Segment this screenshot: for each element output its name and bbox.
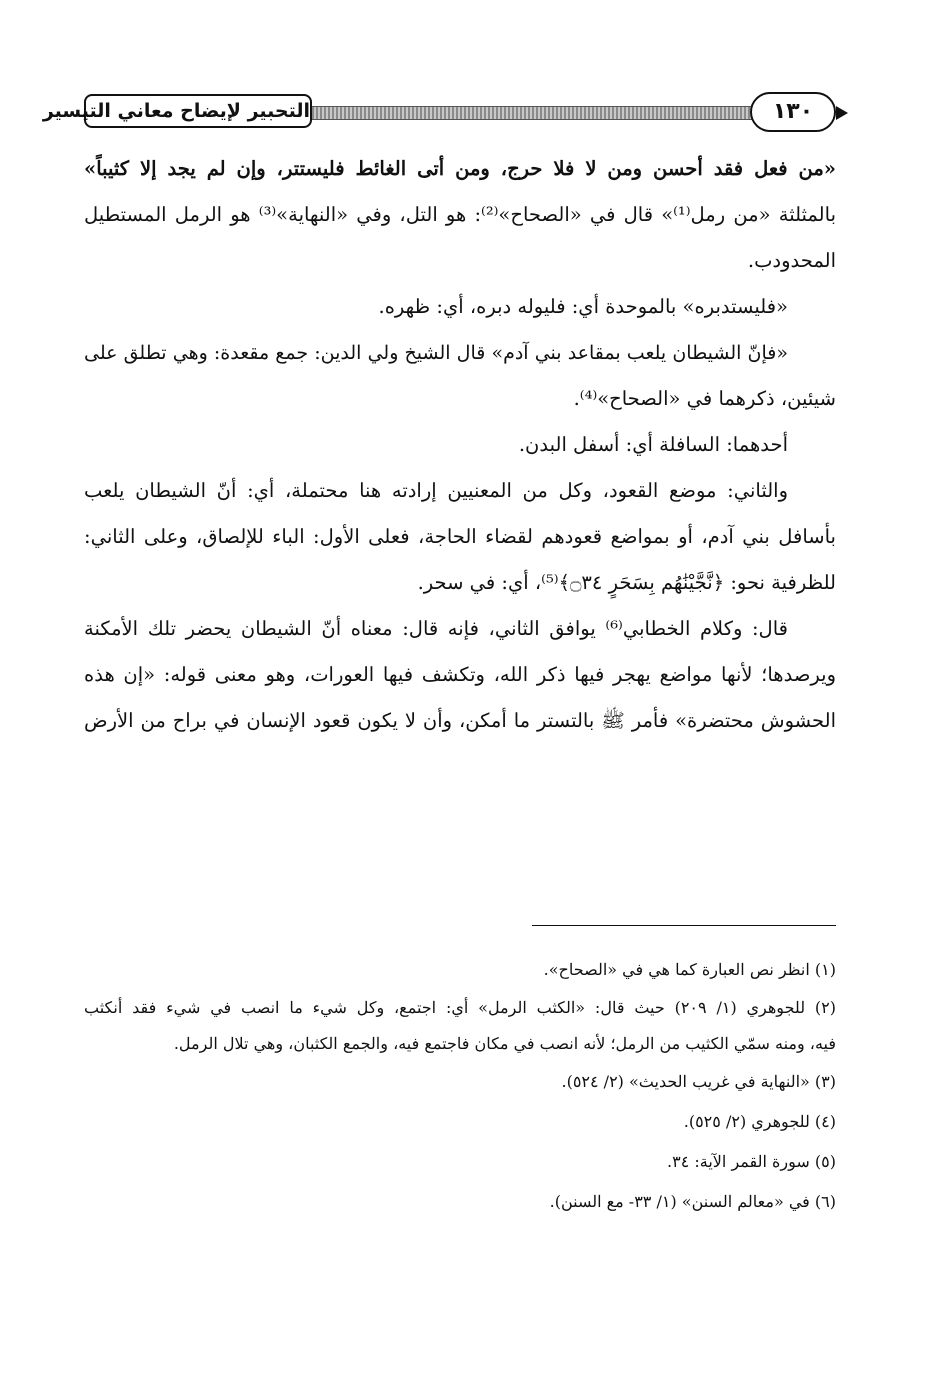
text-line: «فليستدبره» بالموحدة أي: فليوله دبره، أي: ظهره. <box>378 295 788 318</box>
header-ornament-band <box>312 106 816 120</box>
page-header <box>42 90 836 136</box>
page-number: ١٣٠ <box>750 92 836 132</box>
footnote-5: (٥) سورة القمر الآية: ٣٤. <box>667 1152 836 1171</box>
footnote-divider <box>532 925 836 926</box>
text-line: ويرصدها؛ لأنها مواضع يهجر فيها ذكر الله، وتكشف فيها العورات، وهو معنى قوله: «إن هذه <box>84 663 836 686</box>
footnote-6: (٦) في «معالم السنن» (١/ ٣٣- مع السنن). <box>549 1192 836 1211</box>
text-line: للظرفية نحو: ﴿نَّجَّيْنَٰهُم بِسَحَرٍ ۝٣٤﴾⁽⁵⁾، أي: في سحر. <box>417 571 836 594</box>
text-line: «من فعل فقد أحسن ومن لا فلا حرج، ومن أتى الغائط فليستتر، وإن لم يجد إلا كثيباً» <box>84 157 836 180</box>
book-title: التحبير لإيضاح معاني التيسير <box>84 94 312 128</box>
footnote-3: (٣) «النهاية في غريب الحديث» (٢/ ٥٢٤). <box>561 1072 836 1091</box>
main-text <box>84 146 836 744</box>
footnote-4: (٤) للجوهري (٢/ ٥٢٥). <box>683 1112 836 1131</box>
text-line: والثاني: موضع القعود، وكل من المعنيين إرادته هنا محتملة، أي: أنّ الشيطان يلعب <box>84 479 788 502</box>
text-line: بالمثلثة «من رمل⁽¹⁾» قال في «الصحاح»⁽²⁾: هو التل، وفي «النهاية»⁽³⁾ هو الرمل المستطيل <box>84 203 836 226</box>
text-line: بأسافل بني آدم، أو بمواضع قعودهم لقضاء الحاجة، فعلى الأول: الباء للإلصاق، وعلى الثاني: <box>84 525 836 548</box>
text-line: أحدهما: السافلة أي: أسفل البدن. <box>518 433 788 456</box>
footnote-2-continued: فيه، ومنه سمّي الكثيب من الرمل؛ لأنه انصب في مكان فاجتمع فيه، والجمع الكثبان، وهي تلال الرمل. <box>173 1034 836 1053</box>
text-line: قال: وكلام الخطابي⁽⁶⁾ يوافق الثاني، فإنه قال: معناه أنّ الشيطان يحضر تلك الأمكنة <box>84 617 788 640</box>
footnote-1: (١) انظر نص العبارة كما هي في «الصحاح». <box>543 960 836 979</box>
text-line: «فإنّ الشيطان يلعب بمقاعد بني آدم» قال الشيخ ولي الدين: جمع مقعدة: وهي تطلق على <box>84 342 788 364</box>
footnote-2: (٢) للجوهري (١/ ٢٠٩) حيث قال: «الكثب الرمل» أي: اجتمع، وكل شيء ما انصب في شيء فقد أنكثب <box>84 998 836 1017</box>
footnotes <box>84 950 836 1222</box>
text-line: المحدودب. <box>747 249 836 272</box>
text-line: الحشوش محتضرة» فأمر ﷺ بالتستر ما أمكن، وأن لا يكون قعود الإنسان في براح من الأرض <box>84 709 836 732</box>
text-line: شيئين، ذكرهما في «الصحاح»⁽⁴⁾. <box>573 387 836 410</box>
